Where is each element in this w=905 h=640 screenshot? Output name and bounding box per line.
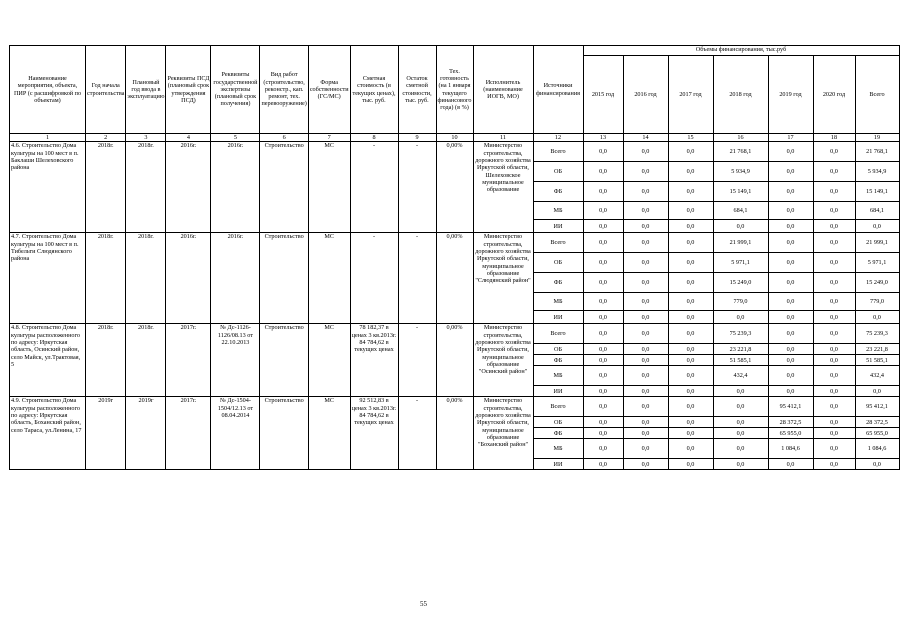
funding-value: 0,0 xyxy=(623,253,668,273)
funding-value: 0,0 xyxy=(768,386,813,397)
funding-value: 0,0 xyxy=(813,202,855,220)
funding-source: ИИ xyxy=(533,386,583,397)
funding-source: МБ xyxy=(533,202,583,220)
estimated-cost: - xyxy=(350,233,398,324)
page-number: 55 xyxy=(420,600,427,608)
funding-source: ФБ xyxy=(533,182,583,202)
funding-value: 0,0 xyxy=(813,253,855,273)
funding-value: 0,0 xyxy=(583,142,623,162)
estimated-cost: - xyxy=(350,142,398,233)
work-type: Строительство xyxy=(260,397,308,470)
column-number: 6 xyxy=(260,134,308,142)
header-year: 2019 год xyxy=(768,56,813,134)
funding-value: 0,0 xyxy=(768,293,813,311)
funding-value: 0,0 xyxy=(668,220,713,233)
funding-value: 0,0 xyxy=(813,459,855,470)
funding-source: ИИ xyxy=(533,220,583,233)
header-cost: Сметная стоимость (в текущих ценах), тыс. руб. xyxy=(350,46,398,134)
year-start: 2018г. xyxy=(86,324,126,397)
funding-value: 0,0 xyxy=(623,428,668,439)
total-value: 95 412,1 xyxy=(855,397,899,417)
funding-value: 0,0 xyxy=(583,324,623,344)
funding-value: 0,0 xyxy=(623,324,668,344)
funding-value: 1 084,6 xyxy=(768,439,813,459)
funding-value: 0,0 xyxy=(668,293,713,311)
funding-value: 23 221,8 xyxy=(713,344,768,355)
header-sources: Источники финансирования xyxy=(533,46,583,134)
funding-value: 0,0 xyxy=(668,355,713,366)
column-number: 7 xyxy=(308,134,350,142)
funding-source: ОБ xyxy=(533,344,583,355)
total-value: 5 934,9 xyxy=(855,162,899,182)
funding-value: 0,0 xyxy=(768,324,813,344)
funding-value: 0,0 xyxy=(668,344,713,355)
funding-value: 5 971,1 xyxy=(713,253,768,273)
estimated-cost: 92 512,83 в ценах 3 кв.2013г. 84 784,62 в текущих ценах xyxy=(350,397,398,470)
funding-value: 0,0 xyxy=(813,344,855,355)
total-value: 65 955,0 xyxy=(855,428,899,439)
funding-value: 28 372,5 xyxy=(768,417,813,428)
column-number: 17 xyxy=(768,134,813,142)
funding-value: 15 249,0 xyxy=(713,273,768,293)
table-row xyxy=(10,324,900,344)
remaining-cost: - xyxy=(398,324,436,397)
funding-value: 0,0 xyxy=(813,386,855,397)
funding-value: 21 999,1 xyxy=(713,233,768,253)
funding-value: 75 239,3 xyxy=(713,324,768,344)
expertise: 2016г. xyxy=(211,233,260,324)
object-name: 4.9. Строительство Дома культуры расположенного по адресу: Иркутская область, Боханский район, село Тараса, ул.Ленина, 17 xyxy=(10,397,86,470)
funding-value: 0,0 xyxy=(668,202,713,220)
funding-value: 15 149,1 xyxy=(713,182,768,202)
funding-value: 0,0 xyxy=(623,417,668,428)
funding-value: 0,0 xyxy=(813,182,855,202)
funding-value: 0,0 xyxy=(583,233,623,253)
object-name: 4.6. Строительство Дома культуры на 100 мест в п. Баклаши Шелеховского района xyxy=(10,142,86,233)
funding-value: 0,0 xyxy=(813,220,855,233)
funding-value: 0,0 xyxy=(668,428,713,439)
funding-value: 0,0 xyxy=(768,233,813,253)
plan-year: 2018г. xyxy=(126,142,166,233)
funding-source: ИИ xyxy=(533,311,583,324)
funding-source: ФБ xyxy=(533,355,583,366)
header-name: Наименование мероприятия, объекта, ПИР (с расшифровкой по объектам) xyxy=(10,46,86,134)
expertise: № Дс-1504-1504/12.13 от 08.04.2014 xyxy=(211,397,260,470)
header-plan-year: Плановый год ввода в эксплуатацию xyxy=(126,46,166,134)
funding-value: 0,0 xyxy=(768,344,813,355)
funding-value: 0,0 xyxy=(668,182,713,202)
funding-value: 0,0 xyxy=(768,355,813,366)
funding-value: 95 412,1 xyxy=(768,397,813,417)
funding-value: 0,0 xyxy=(813,162,855,182)
total-value: 15 249,0 xyxy=(855,273,899,293)
funding-value: 0,0 xyxy=(623,311,668,324)
funding-value: 0,0 xyxy=(623,293,668,311)
funding-value: 0,0 xyxy=(583,202,623,220)
psd-date: 2017г. xyxy=(166,324,211,397)
total-value: 0,0 xyxy=(855,386,899,397)
total-value: 0,0 xyxy=(855,459,899,470)
remaining-cost: - xyxy=(398,233,436,324)
readiness: 0,00% xyxy=(436,397,473,470)
work-type: Строительство xyxy=(260,142,308,233)
funding-value: 0,0 xyxy=(668,397,713,417)
header-executor: Исполнитель (наименование ИОГВ, МО) xyxy=(473,46,533,134)
executor: Министерство строительства, дорожного хозяйства Иркутской области, Шелеховское муниципальное образование xyxy=(473,142,533,233)
plan-year: 2018г. xyxy=(126,233,166,324)
funding-source: ИИ xyxy=(533,459,583,470)
remaining-cost: - xyxy=(398,142,436,233)
funding-value: 0,0 xyxy=(768,459,813,470)
readiness: 0,00% xyxy=(436,142,473,233)
funding-value: 0,0 xyxy=(668,142,713,162)
column-number: 13 xyxy=(583,134,623,142)
funding-value: 0,0 xyxy=(623,366,668,386)
column-number: 16 xyxy=(713,134,768,142)
column-number-row xyxy=(10,134,900,142)
total-value: 684,1 xyxy=(855,202,899,220)
header-work-type: Вид работ (строительство, реконстр., кап. ремонт, тех. перевооружение) xyxy=(260,46,308,134)
funding-table xyxy=(9,45,900,470)
funding-value: 0,0 xyxy=(623,220,668,233)
total-value: 15 149,1 xyxy=(855,182,899,202)
column-number: 1 xyxy=(10,134,86,142)
funding-value: 0,0 xyxy=(813,233,855,253)
funding-value: 0,0 xyxy=(623,182,668,202)
header-total: Всего xyxy=(855,56,899,134)
work-type: Строительство xyxy=(260,233,308,324)
object-name: 4.8. Строительство Дома культуры расположенного по адресу: Иркутская область, Осинский район, село Майск, ул.Трактовая, 5 xyxy=(10,324,86,397)
header-readiness: Тех. готовность (на 1 января текущего финансового года) (в %) xyxy=(436,46,473,134)
funding-value: 0,0 xyxy=(813,417,855,428)
total-value: 0,0 xyxy=(855,220,899,233)
ownership: МС xyxy=(308,324,350,397)
funding-value: 0,0 xyxy=(813,366,855,386)
year-start: 2018г. xyxy=(86,142,126,233)
funding-source: ОБ xyxy=(533,162,583,182)
funding-value: 0,0 xyxy=(623,355,668,366)
funding-value: 0,0 xyxy=(668,311,713,324)
funding-value: 779,0 xyxy=(713,293,768,311)
readiness: 0,00% xyxy=(436,233,473,324)
funding-value: 0,0 xyxy=(583,344,623,355)
total-value: 779,0 xyxy=(855,293,899,311)
funding-value: 0,0 xyxy=(583,293,623,311)
funding-value: 0,0 xyxy=(583,355,623,366)
funding-source: МБ xyxy=(533,293,583,311)
total-value: 51 585,1 xyxy=(855,355,899,366)
funding-value: 432,4 xyxy=(713,366,768,386)
funding-value: 0,0 xyxy=(768,253,813,273)
funding-source: ФБ xyxy=(533,428,583,439)
column-number: 4 xyxy=(166,134,211,142)
funding-value: 0,0 xyxy=(668,162,713,182)
total-value: 5 971,1 xyxy=(855,253,899,273)
table-row xyxy=(10,142,900,162)
funding-value: 0,0 xyxy=(668,273,713,293)
expertise: № Дс-1126-1126/08.13 от 22.10.2013 xyxy=(211,324,260,397)
funding-value: 0,0 xyxy=(623,162,668,182)
funding-value: 684,1 xyxy=(713,202,768,220)
header-year: 2015 год xyxy=(583,56,623,134)
header-year: 2016 год xyxy=(623,56,668,134)
header-year: 2017 год xyxy=(668,56,713,134)
funding-value: 0,0 xyxy=(668,386,713,397)
funding-value: 0,0 xyxy=(768,162,813,182)
funding-value: 0,0 xyxy=(713,220,768,233)
column-number: 3 xyxy=(126,134,166,142)
table-row xyxy=(10,397,900,417)
column-number: 2 xyxy=(86,134,126,142)
funding-value: 0,0 xyxy=(623,344,668,355)
funding-value: 0,0 xyxy=(583,311,623,324)
funding-value: 5 934,9 xyxy=(713,162,768,182)
funding-value: 0,0 xyxy=(583,417,623,428)
header-year-start: Год начала строительства xyxy=(86,46,126,134)
funding-source: ОБ xyxy=(533,417,583,428)
funding-value: 0,0 xyxy=(713,439,768,459)
funding-source: Всего xyxy=(533,324,583,344)
funding-value: 0,0 xyxy=(768,182,813,202)
funding-value: 0,0 xyxy=(583,459,623,470)
funding-value: 0,0 xyxy=(623,386,668,397)
funding-value: 0,0 xyxy=(713,311,768,324)
funding-value: 0,0 xyxy=(583,397,623,417)
funding-value: 0,0 xyxy=(623,273,668,293)
funding-value: 0,0 xyxy=(813,142,855,162)
funding-value: 0,0 xyxy=(768,220,813,233)
estimated-cost: 78 182,37 в ценах 3 кв.2013г. 84 784,62 в текущих ценах xyxy=(350,324,398,397)
funding-value: 0,0 xyxy=(583,273,623,293)
funding-value: 0,0 xyxy=(623,459,668,470)
funding-value: 0,0 xyxy=(583,428,623,439)
funding-value: 0,0 xyxy=(583,220,623,233)
funding-value: 0,0 xyxy=(768,273,813,293)
funding-source: ОБ xyxy=(533,253,583,273)
funding-value: 0,0 xyxy=(713,386,768,397)
funding-value: 0,0 xyxy=(813,428,855,439)
funding-value: 0,0 xyxy=(768,311,813,324)
total-value: 1 084,6 xyxy=(855,439,899,459)
funding-value: 0,0 xyxy=(813,273,855,293)
header-psd: Реквизиты ПСД (плановый срок утверждения ПСД) xyxy=(166,46,211,134)
work-type: Строительство xyxy=(260,324,308,397)
expertise: 2016г. xyxy=(211,142,260,233)
funding-value: 0,0 xyxy=(623,142,668,162)
header-year: 2020 год xyxy=(813,56,855,134)
funding-value: 0,0 xyxy=(813,355,855,366)
table-row xyxy=(10,233,900,253)
header-ownership: Форма собственности (ГС/МС) xyxy=(308,46,350,134)
total-value: 28 372,5 xyxy=(855,417,899,428)
funding-source: МБ xyxy=(533,439,583,459)
object-name: 4.7. Строительство Дома культуры на 100 мест в п. Тибельти Слюдянского района xyxy=(10,233,86,324)
column-number: 9 xyxy=(398,134,436,142)
funding-value: 0,0 xyxy=(713,428,768,439)
readiness: 0,00% xyxy=(436,324,473,397)
funding-value: 0,0 xyxy=(668,324,713,344)
funding-value: 21 768,1 xyxy=(713,142,768,162)
funding-value: 0,0 xyxy=(668,253,713,273)
funding-value: 0,0 xyxy=(768,202,813,220)
header-expertise: Реквизиты государственной экспертизы (плановый срок получения) xyxy=(211,46,260,134)
column-number: 15 xyxy=(668,134,713,142)
funding-value: 0,0 xyxy=(713,459,768,470)
funding-value: 0,0 xyxy=(813,311,855,324)
funding-value: 0,0 xyxy=(813,293,855,311)
total-value: 21 999,1 xyxy=(855,233,899,253)
total-value: 75 239,3 xyxy=(855,324,899,344)
funding-value: 0,0 xyxy=(583,162,623,182)
funding-value: 0,0 xyxy=(623,439,668,459)
psd-date: 2016г. xyxy=(166,233,211,324)
funding-value: 0,0 xyxy=(668,439,713,459)
year-start: 2019г xyxy=(86,397,126,470)
psd-date: 2016г. xyxy=(166,142,211,233)
funding-value: 0,0 xyxy=(623,202,668,220)
funding-value: 0,0 xyxy=(583,439,623,459)
column-number: 18 xyxy=(813,134,855,142)
funding-source: Всего xyxy=(533,397,583,417)
funding-value: 0,0 xyxy=(668,459,713,470)
funding-source: Всего xyxy=(533,142,583,162)
funding-value: 0,0 xyxy=(768,366,813,386)
funding-value: 0,0 xyxy=(768,142,813,162)
ownership: МС xyxy=(308,397,350,470)
total-value: 432,4 xyxy=(855,366,899,386)
column-number: 14 xyxy=(623,134,668,142)
total-value: 0,0 xyxy=(855,311,899,324)
plan-year: 2018г. xyxy=(126,324,166,397)
funding-value: 0,0 xyxy=(623,233,668,253)
ownership: МС xyxy=(308,142,350,233)
funding-value: 0,0 xyxy=(668,366,713,386)
funding-value: 0,0 xyxy=(668,417,713,428)
total-value: 23 221,8 xyxy=(855,344,899,355)
psd-date: 2017г. xyxy=(166,397,211,470)
column-number: 10 xyxy=(436,134,473,142)
funding-value: 0,0 xyxy=(583,182,623,202)
funding-value: 0,0 xyxy=(623,397,668,417)
funding-value: 0,0 xyxy=(668,233,713,253)
column-number: 8 xyxy=(350,134,398,142)
funding-source: ФБ xyxy=(533,273,583,293)
remaining-cost: - xyxy=(398,397,436,470)
funding-value: 65 955,0 xyxy=(768,428,813,439)
funding-value: 0,0 xyxy=(813,397,855,417)
header-funding: Объемы финансирования, тыс.руб xyxy=(583,46,899,56)
column-number: 19 xyxy=(855,134,899,142)
funding-value: 0,0 xyxy=(583,386,623,397)
year-start: 2018г. xyxy=(86,233,126,324)
funding-value: 0,0 xyxy=(583,253,623,273)
header-rest: Остаток сметной стоимости, тыс. руб. xyxy=(398,46,436,134)
funding-source: Всего xyxy=(533,233,583,253)
funding-value: 0,0 xyxy=(813,439,855,459)
executor: Министерство строительства, дорожного хозяйства Иркутской области, муниципальное образование "Слюдянский район" xyxy=(473,233,533,324)
funding-value: 51 585,1 xyxy=(713,355,768,366)
funding-source: МБ xyxy=(533,366,583,386)
funding-value: 0,0 xyxy=(713,417,768,428)
funding-value: 0,0 xyxy=(583,366,623,386)
ownership: МС xyxy=(308,233,350,324)
funding-value: 0,0 xyxy=(813,324,855,344)
plan-year: 2019г xyxy=(126,397,166,470)
funding-value: 0,0 xyxy=(713,397,768,417)
executor: Министерство строительства, дорожного хозяйства Иркутской области, муниципальное образование "Осинский район" xyxy=(473,324,533,397)
header-year: 2018 год xyxy=(713,56,768,134)
total-value: 21 768,1 xyxy=(855,142,899,162)
column-number: 12 xyxy=(533,134,583,142)
executor: Министерство строительства, дорожного хозяйства Иркутской области, муниципальное образование "Боханский район" xyxy=(473,397,533,470)
column-number: 5 xyxy=(211,134,260,142)
column-number: 11 xyxy=(473,134,533,142)
